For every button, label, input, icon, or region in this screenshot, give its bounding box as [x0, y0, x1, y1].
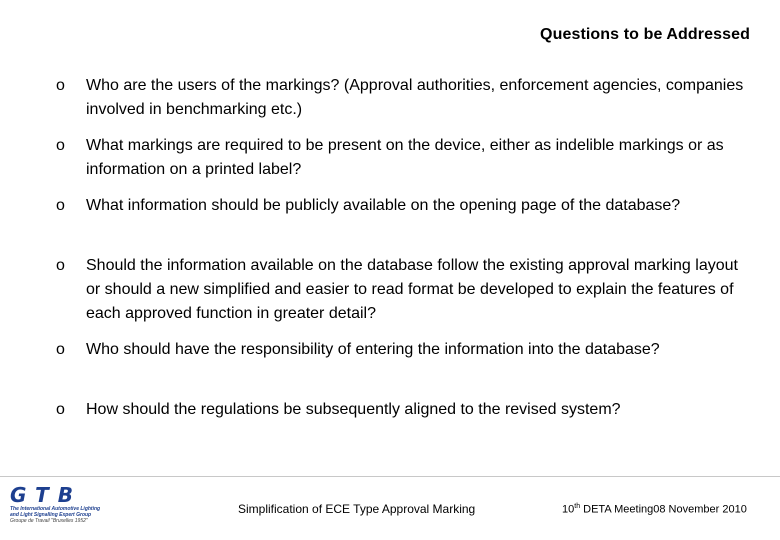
bullet-item: [56, 74, 756, 122]
bullet-marker: o: [56, 137, 65, 154]
meeting-ordinal: th: [574, 503, 581, 510]
bullet-item: [56, 398, 756, 422]
footer-divider: [0, 476, 780, 477]
bullet-item: [56, 134, 756, 182]
bullet-text: Who should have the responsibility of entering the information into the database?: [86, 341, 660, 358]
bullet-item: [56, 338, 756, 362]
logo-line: The International Automotive Lighting: [10, 506, 101, 512]
gtb-logo: [10, 484, 150, 534]
meeting-number: 10: [562, 503, 575, 516]
meeting-date: 08 November 2010: [653, 503, 747, 516]
footer-presentation-title: Simplification of ECE Type Approval Marking: [238, 502, 476, 516]
bullet-text: Who are the users of the markings? (Approval authorities, enforcement agencies, companies involved in benchmarking etc.): [86, 77, 744, 118]
bullet-text: How should the regulations be subsequently aligned to the revised system?: [86, 401, 621, 418]
logo-mark: GTB: [10, 483, 82, 507]
bullet-marker: o: [56, 197, 65, 214]
logo-line: and Light Signalling Expert Group: [10, 512, 92, 518]
bullet-item: [56, 194, 756, 218]
bullet-text: Should the information available on the database follow the existing approval marking layout or should a new simplified and easier to read format be developed to explain the features of each approved function in greater detail?: [86, 257, 738, 322]
bullet-marker: o: [56, 77, 65, 94]
logo-subtitle: Groupe de Travail "Bruxelles 1952": [10, 518, 88, 524]
bullet-item: [56, 254, 756, 326]
slide-title: Questions to be Addressed: [540, 26, 750, 43]
meeting-label: DETA Meeting: [580, 503, 654, 516]
bullet-text: What markings are required to be present on the device, either as indelible markings or as information on a printed label?: [86, 137, 724, 178]
footer-meeting-info: [562, 503, 747, 516]
bullet-marker: o: [56, 401, 65, 418]
bullet-marker: o: [56, 341, 65, 358]
bullet-text: What information should be publicly available on the opening page of the database?: [86, 197, 681, 214]
bullet-marker: o: [56, 257, 65, 274]
